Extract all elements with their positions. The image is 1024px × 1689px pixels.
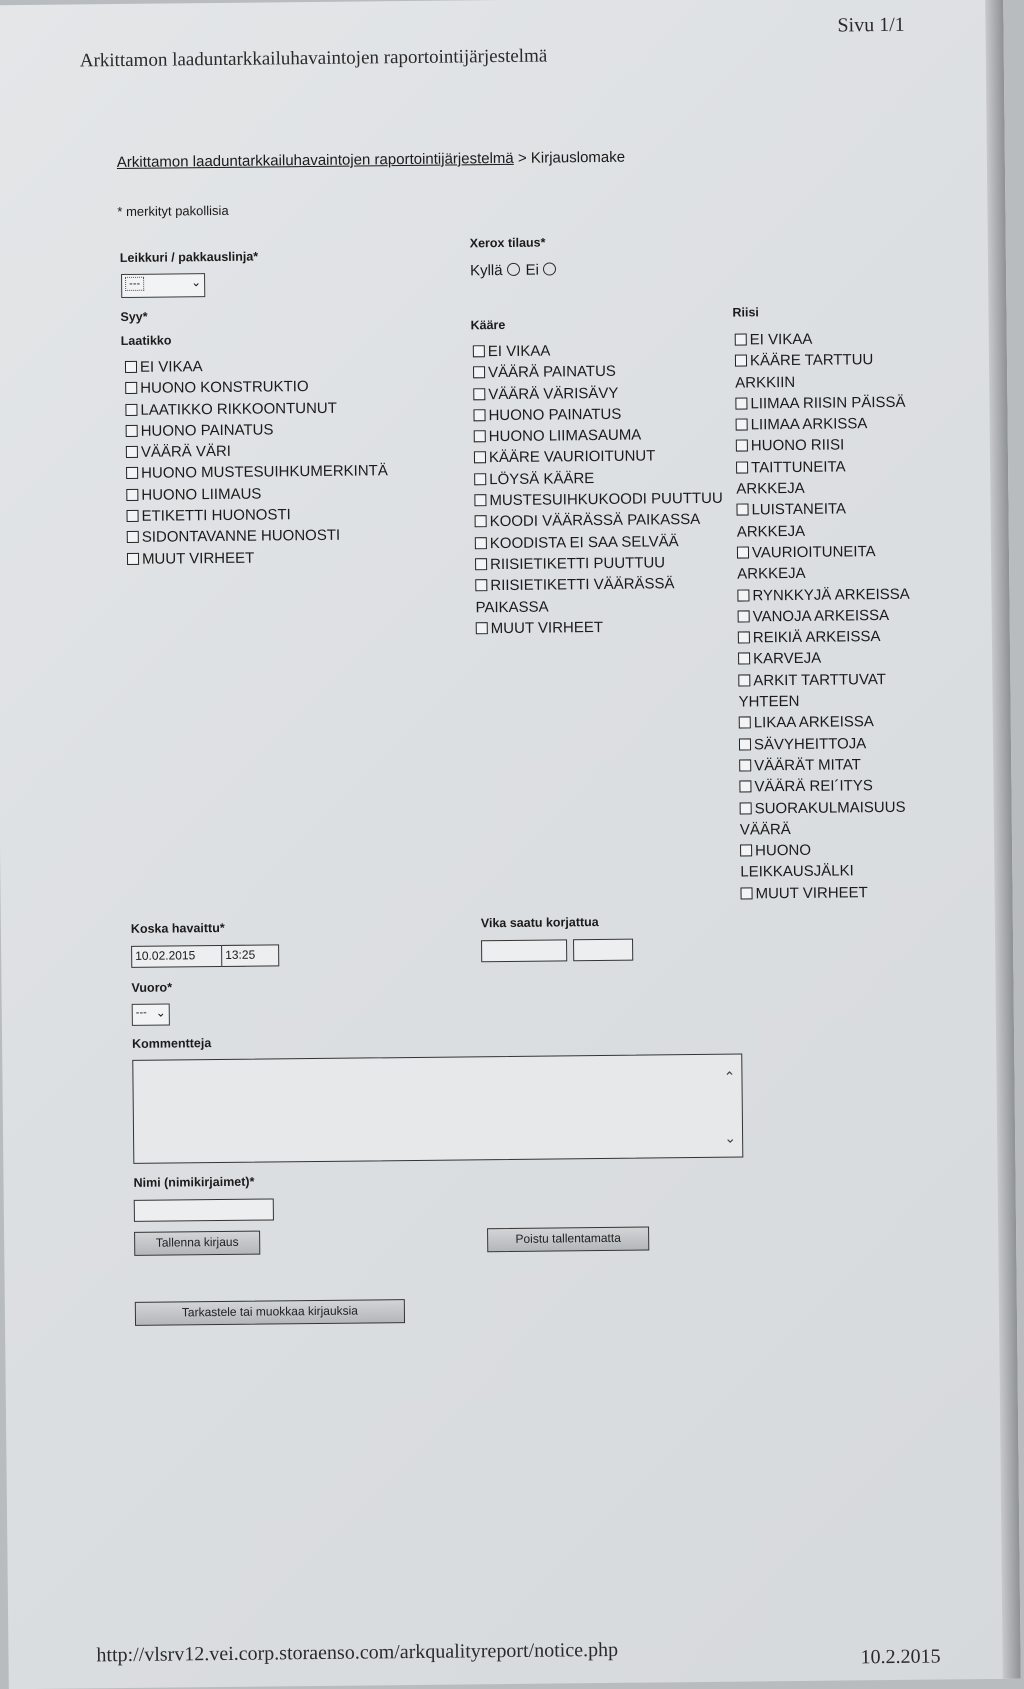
shift-select-value: --- — [135, 1006, 147, 1019]
riisi-checkbox-label: LUISTANEITA ARKKEJA — [736, 500, 846, 541]
print-footer-date: 10.2.2015 — [860, 1645, 941, 1669]
name-input[interactable] — [134, 1198, 274, 1221]
observed-date-input[interactable]: 10.02.2015 — [131, 945, 245, 968]
riisi-checkbox-label: TAITTUNEITA ARKKEJA — [736, 458, 845, 498]
xerox-no-label: Ei — [525, 261, 539, 279]
laatikko-checkbox[interactable] — [126, 489, 138, 501]
riisi-checkbox[interactable] — [736, 440, 748, 452]
riisi-checkbox-item[interactable] — [738, 605, 918, 628]
cutter-select[interactable] — [121, 273, 205, 298]
riisi-checkbox-item[interactable] — [738, 647, 918, 670]
kaare-checkbox-label: KOODISTA EI SAA SELVÄÄ — [489, 532, 679, 552]
xerox-radio-group — [470, 261, 562, 279]
scroll-down-icon[interactable]: ⌄ — [724, 1129, 737, 1146]
kaare-checkbox-label: MUSTESUIHKUKOODI PUUTTUU — [489, 489, 723, 510]
riisi-checkbox[interactable] — [740, 802, 752, 814]
laatikko-checkbox[interactable] — [127, 510, 139, 522]
fixed-date-input[interactable] — [481, 939, 567, 962]
laatikko-checkbox[interactable] — [125, 361, 137, 373]
cutter-select-value: --- — [125, 277, 144, 291]
kaare-checkbox-item[interactable] — [473, 402, 733, 426]
riisi-checkbox-item[interactable] — [735, 349, 915, 393]
riisi-checkbox[interactable] — [735, 333, 747, 345]
riisi-checkbox[interactable] — [739, 738, 751, 750]
riisi-checkbox[interactable] — [740, 845, 752, 857]
riisi-checkbox-list — [735, 328, 921, 905]
kaare-checkbox[interactable] — [476, 622, 488, 634]
xerox-label: Xerox tilaus* — [469, 235, 546, 251]
riisi-checkbox[interactable] — [738, 610, 750, 622]
kaare-checkbox-item[interactable] — [473, 360, 733, 384]
breadcrumb-separator: > — [517, 149, 527, 167]
kaare-checkbox[interactable] — [475, 516, 487, 528]
kaare-checkbox-label: MUUT VIRHEET — [490, 618, 604, 638]
kaare-checkbox-item[interactable] — [474, 488, 734, 512]
laatikko-checkbox-label: HUONO PAINATUS — [140, 421, 274, 440]
kaare-checkbox[interactable] — [473, 366, 485, 378]
riisi-checkbox-label: VÄÄRÄT MITAT — [754, 756, 861, 775]
riisi-checkbox[interactable] — [738, 632, 750, 644]
riisi-checkbox-label: KÄÄRE TARTTUU ARKKIIN — [735, 351, 874, 392]
riisi-checkbox[interactable] — [736, 504, 748, 516]
kaare-checkbox-label: EI VIKAA — [487, 342, 551, 361]
laatikko-checkbox-label: MUUT VIRHEET — [141, 549, 255, 568]
laatikko-checkbox-label: ETIKETTI HUONOSTI — [141, 506, 291, 525]
riisi-checkbox-item[interactable] — [735, 328, 915, 351]
xerox-no-radio[interactable] — [543, 262, 556, 275]
kaare-checkbox-label: HUONO PAINATUS — [488, 405, 622, 425]
exit-without-saving-button[interactable]: Poistu tallentamatta — [487, 1227, 649, 1253]
kaare-checkbox[interactable] — [473, 345, 485, 357]
kaare-checkbox[interactable] — [473, 409, 485, 421]
breadcrumb-current: Kirjauslomake — [530, 148, 626, 167]
riisi-checkbox-item[interactable] — [736, 434, 916, 457]
kaare-title: Kääre — [470, 317, 506, 333]
required-note: * merkityt pakollisia — [117, 202, 229, 220]
riisi-checkbox-label: KARVEJA — [753, 650, 822, 668]
laatikko-checkbox[interactable] — [126, 467, 138, 479]
kaare-checkbox-item[interactable] — [473, 339, 733, 363]
laatikko-checkbox-label: EI VIKAA — [139, 358, 203, 376]
kaare-checkbox-label: LÖYSÄ KÄÄRE — [489, 469, 595, 488]
breadcrumb-home-link[interactable]: Arkittamon laaduntarkkailuhavaintojen raportointijärjestelmä — [116, 149, 514, 172]
save-button[interactable]: Tallenna kirjaus — [134, 1231, 260, 1256]
riisi-checkbox-item[interactable] — [736, 413, 916, 436]
laatikko-checkbox-label: HUONO KONSTRUKTIO — [140, 378, 309, 398]
riisi-checkbox[interactable] — [739, 781, 751, 793]
kaare-checkbox-label: VÄÄRÄ VÄRISÄVY — [488, 384, 619, 403]
kaare-checkbox-label: VÄÄRÄ PAINATUS — [487, 363, 616, 382]
observed-label: Koska havaittu* — [130, 920, 225, 936]
name-label: Nimi (nimikirjaimet)* — [133, 1174, 255, 1190]
comments-label: Kommentteja — [132, 1036, 212, 1051]
print-header-title: Arkittamon laaduntarkkailuhavaintojen raportointijärjestelmä — [79, 45, 548, 72]
riisi-checkbox-item[interactable] — [740, 839, 920, 883]
observed-time-input[interactable]: 13:25 — [221, 944, 279, 967]
view-edit-entries-button[interactable]: Tarkastele tai muokkaa kirjauksia — [135, 1299, 405, 1326]
riisi-checkbox-item[interactable] — [738, 668, 918, 712]
breadcrumb — [117, 149, 625, 171]
riisi-checkbox-label: EI VIKAA — [749, 330, 813, 349]
kaare-checkbox-item[interactable] — [475, 552, 735, 576]
laatikko-checkbox-label: LAATIKKO RIKKOONTUNUT — [140, 399, 337, 419]
riisi-checkbox[interactable] — [735, 397, 747, 409]
kaare-checkbox-item[interactable] — [474, 424, 734, 448]
laatikko-checkbox-label: VÄÄRÄ VÄRI — [140, 443, 232, 461]
print-page-number: Sivu 1/1 — [837, 13, 905, 37]
riisi-checkbox-label: LIIMAA ARKISSA — [750, 415, 868, 434]
riisi-checkbox[interactable] — [739, 717, 751, 729]
kaare-checkbox[interactable] — [475, 579, 487, 591]
laatikko-checkbox[interactable] — [125, 403, 137, 415]
riisi-checkbox-label: LIKAA ARKEISSA — [753, 713, 874, 732]
kaare-checkbox[interactable] — [474, 452, 486, 464]
kaare-checkbox-label: KÄÄRE VAURIOITUNUT — [488, 447, 656, 467]
laatikko-checkbox-label: HUONO LIIMAUS — [141, 485, 262, 504]
riisi-checkbox[interactable] — [736, 419, 748, 431]
riisi-checkbox-item[interactable] — [740, 881, 920, 904]
fixed-time-input[interactable] — [573, 939, 633, 962]
kaare-checkbox-item[interactable] — [473, 381, 733, 405]
fixed-label: Vika saatu korjattua — [480, 915, 599, 931]
kaare-checkbox-label: KOODI VÄÄRÄSSÄ PAIKASSA — [489, 511, 701, 531]
laatikko-checkbox[interactable] — [127, 531, 139, 543]
riisi-checkbox-item[interactable] — [739, 775, 919, 798]
riisi-checkbox[interactable] — [738, 653, 750, 665]
kaare-checkbox[interactable] — [474, 430, 486, 442]
riisi-title: Riisi — [732, 305, 759, 320]
laatikko-checkbox-item[interactable] — [127, 545, 447, 570]
riisi-checkbox-label: LIIMAA RIISIN PÄISSÄ — [750, 393, 906, 413]
riisi-checkbox-item[interactable] — [736, 455, 916, 499]
riisi-checkbox-item[interactable] — [738, 626, 918, 649]
comments-textarea[interactable] — [132, 1054, 743, 1164]
riisi-checkbox[interactable] — [737, 546, 749, 558]
riisi-checkbox-item[interactable] — [739, 754, 919, 777]
riisi-checkbox-item[interactable] — [735, 392, 915, 415]
riisi-checkbox[interactable] — [738, 674, 750, 686]
riisi-checkbox[interactable] — [736, 461, 748, 473]
riisi-checkbox-label: MUUT VIRHEET — [755, 883, 868, 903]
riisi-checkbox[interactable] — [740, 887, 752, 899]
xerox-yes-label: Kyllä — [469, 262, 503, 280]
kaare-checkbox[interactable] — [474, 473, 486, 485]
laatikko-checkbox-label: HUONO MUSTESUIHKUMERKINTÄ — [141, 462, 388, 483]
riisi-checkbox-item[interactable] — [739, 732, 919, 755]
laatikko-checkbox[interactable] — [127, 552, 139, 564]
kaare-checkbox-item[interactable] — [476, 615, 736, 639]
riisi-checkbox[interactable] — [737, 589, 749, 601]
riisi-checkbox-label: VÄÄRÄ REI´ITYS — [754, 777, 873, 796]
riisi-checkbox-label: VANOJA ARKEISSA — [752, 606, 890, 626]
scroll-up-icon[interactable]: ⌃ — [723, 1068, 736, 1085]
chevron-down-icon: ⌄ — [190, 275, 202, 290]
laatikko-checkbox[interactable] — [126, 425, 138, 437]
kaare-checkbox[interactable] — [473, 388, 485, 400]
kaare-checkbox-label: HUONO LIIMASAUMA — [488, 426, 642, 446]
kaare-checkbox[interactable] — [475, 537, 487, 549]
kaare-checkbox-label: RIISIETIKETTI PUUTTUU — [490, 554, 666, 574]
kaare-checkbox-item[interactable] — [475, 573, 735, 618]
kaare-checkbox[interactable] — [474, 494, 486, 506]
page-edge-shadow — [985, 0, 1021, 1679]
kaare-checkbox[interactable] — [475, 558, 487, 570]
riisi-checkbox[interactable] — [735, 355, 747, 367]
cutter-label: Leikkuri / pakkauslinja* — [119, 249, 259, 266]
riisi-checkbox-item[interactable] — [736, 498, 916, 542]
kaare-checkbox-label: RIISIETIKETTI VÄÄRÄSSÄ PAIKASSA — [475, 575, 675, 616]
riisi-checkbox-label: ARKIT TARTTUVAT YHTEEN — [738, 670, 886, 711]
riisi-checkbox-item[interactable] — [737, 541, 917, 585]
reason-label: Syy* — [120, 309, 148, 325]
kaare-checkbox-list — [473, 339, 736, 640]
kaare-checkbox-item[interactable] — [475, 530, 735, 554]
shift-label: Vuoro* — [131, 980, 173, 995]
laatikko-checkbox[interactable] — [126, 446, 138, 458]
riisi-checkbox-label: HUONO LEIKKAUSJÄLKI — [740, 841, 854, 881]
chevron-down-icon: ⌄ — [155, 1005, 166, 1020]
riisi-checkbox-label: SUORAKULMAISUUS VÄÄRÄ — [739, 798, 906, 839]
kaare-checkbox-item[interactable] — [475, 509, 735, 533]
riisi-checkbox-label: REIKIÄ ARKEISSA — [752, 628, 881, 647]
riisi-checkbox[interactable] — [739, 759, 751, 771]
laatikko-checkbox-label: SIDONTAVANNE HUONOSTI — [141, 527, 341, 547]
laatikko-title: Laatikko — [120, 333, 172, 349]
riisi-checkbox-item[interactable] — [737, 583, 917, 606]
riisi-checkbox-item[interactable] — [739, 711, 919, 734]
riisi-checkbox-label: SÄVYHEITTOJA — [753, 734, 867, 754]
xerox-yes-radio[interactable] — [506, 263, 519, 276]
kaare-checkbox-item[interactable] — [474, 445, 734, 469]
shift-select[interactable] — [132, 1004, 170, 1026]
kaare-checkbox-item[interactable] — [474, 466, 734, 490]
riisi-checkbox-item[interactable] — [740, 796, 920, 840]
laatikko-checkbox[interactable] — [125, 382, 137, 394]
print-footer-url: http://vlsrv12.vei.corp.storaenso.com/arkqualityreport/notice.php — [96, 1638, 619, 1667]
riisi-checkbox-label: VAURIOITUNEITA ARKKEJA — [737, 543, 875, 583]
laatikko-checkbox-list — [125, 354, 447, 570]
riisi-checkbox-label: HUONO RIISI — [750, 436, 845, 455]
riisi-checkbox-label: RYNKKYJÄ ARKEISSA — [752, 585, 910, 604]
